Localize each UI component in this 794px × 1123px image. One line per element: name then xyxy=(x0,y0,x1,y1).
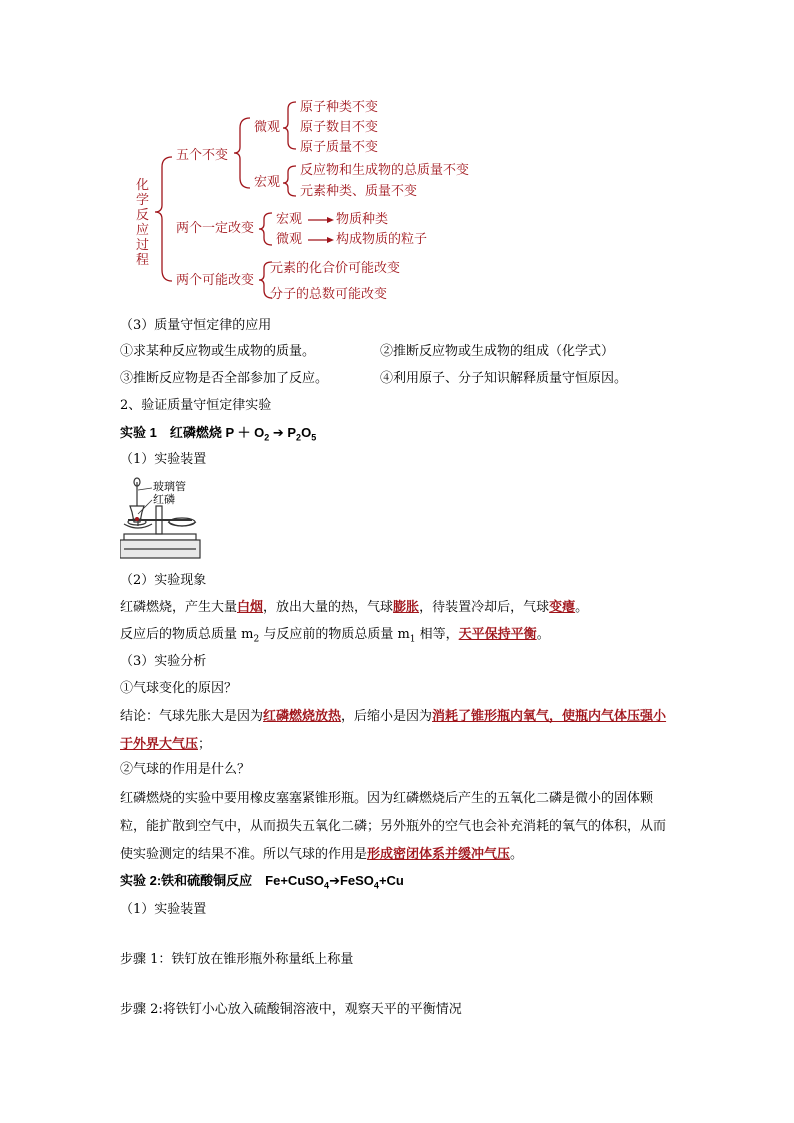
subscript: 4 xyxy=(324,880,330,891)
subscript: 2 xyxy=(296,432,302,443)
answer-text: 天平保持平衡 xyxy=(458,627,537,642)
root-char: 反 xyxy=(136,208,150,223)
text: ； xyxy=(198,737,212,752)
red-phosphorus-label: 红磷 xyxy=(153,494,175,506)
question-2: ②气球的作用是什么？ xyxy=(120,762,251,777)
phenomenon-heading: （2）实验现象 xyxy=(120,573,207,588)
glass-tube-label: 玻璃管 xyxy=(153,481,186,493)
conclusion-paragraph xyxy=(120,703,672,759)
root-char: 学 xyxy=(136,193,150,208)
macro-item: 反应物和生成物的总质量不变 xyxy=(300,163,470,178)
micro-label: 微观 xyxy=(254,120,281,135)
title-text: +Cu xyxy=(378,873,404,888)
two-change-macro-item: 物质种类 xyxy=(336,212,389,227)
title-text: 实验 2:铁和硫酸铜反应 Fe+CuSO xyxy=(120,873,325,888)
five-unchanged-label: 五个不变 xyxy=(176,148,229,163)
text: 。 xyxy=(510,847,524,862)
answer-text: 白烟 xyxy=(237,600,264,615)
experiment1-title xyxy=(120,425,316,446)
text: 与反应前的物质总质量 m xyxy=(259,627,410,642)
application-item: ④利用原子、分子知识解释质量守恒原因。 xyxy=(380,371,628,386)
text: 反应后的物质总质量 m xyxy=(120,627,254,642)
answer-text: 消耗了锥形瓶内氧气，使瓶内气体压强小于外界大气压 xyxy=(120,709,667,752)
micro-item: 原子质量不变 xyxy=(300,140,379,155)
subscript: 5 xyxy=(311,432,317,443)
micro-item: 原子数目不变 xyxy=(300,120,379,135)
application-item: ②推断反应物或生成物的组成（化学式） xyxy=(380,344,615,359)
phenomenon-line-1 xyxy=(120,600,588,616)
text: ，后缩小是因为 xyxy=(341,709,433,724)
title-text: ➔FeSO xyxy=(329,873,374,888)
macro-item: 元素种类、质量不变 xyxy=(300,184,418,199)
application-item: ①求某种反应物或生成物的质量。 xyxy=(120,344,316,359)
maybe-item: 元素的化合价可能改变 xyxy=(270,261,401,276)
arrow-head-icon xyxy=(327,217,334,223)
text: ，待装置冷却后，气球 xyxy=(419,600,550,615)
answer-text: 变瘪 xyxy=(549,600,576,615)
text: 。 xyxy=(575,600,589,615)
answer-text: 红磷燃烧放热 xyxy=(263,709,342,724)
root-char: 程 xyxy=(136,253,150,268)
subscript: 4 xyxy=(373,880,379,891)
question-1: ①气球变化的原因？ xyxy=(120,681,238,696)
micro-item: 原子种类不变 xyxy=(300,100,379,115)
root-char: 应 xyxy=(136,223,150,238)
maybe-item: 分子的总数可能改变 xyxy=(270,287,388,302)
application-item: ③推断反应物是否全部参加了反应。 xyxy=(120,371,329,386)
answer-text: 膨胀 xyxy=(393,600,420,615)
reason-paragraph xyxy=(120,785,672,869)
device-heading: （1）实验装置 xyxy=(120,452,207,467)
answer-text: 形成密闭体系并缓冲气压 xyxy=(367,847,511,862)
exp2-device-heading: （1）实验装置 xyxy=(120,902,207,917)
two-change-macro-label: 宏观 xyxy=(276,212,303,227)
analysis-heading: （3）实验分析 xyxy=(120,654,207,669)
two-change-micro-item: 构成物质的粒子 xyxy=(336,232,428,247)
text: 红磷燃烧，产生大量 xyxy=(120,600,238,615)
experiment2-title xyxy=(120,873,404,894)
subscript: 2 xyxy=(253,634,260,645)
root-label xyxy=(136,178,150,268)
two-change-label: 两个一定改变 xyxy=(176,221,255,236)
arrow-head-icon xyxy=(327,237,334,243)
text: 相等， xyxy=(415,627,459,642)
two-change-micro-label: 微观 xyxy=(276,232,303,247)
title-text: 实验 1 红磷燃烧 P ＋ O xyxy=(120,425,265,440)
text: ，放出大量的热，气球 xyxy=(263,600,394,615)
macro-label: 宏观 xyxy=(254,175,281,190)
two-maybe-label: 两个可能改变 xyxy=(176,273,255,288)
root-char: 化 xyxy=(136,178,150,193)
step-1: 步骤 1：铁钉放在锥形瓶外称量纸上称量 xyxy=(120,952,354,967)
root-char: 过 xyxy=(136,238,150,253)
text: 红磷燃烧的实验中要用橡皮塞塞紧锥形瓶。因为红磷燃烧后产生的五氧化二磷是微小的固体颗粒，能扩散到空气中，从而损失五氧化二磷；另外瓶外的空气也会补充消耗的氧气的体积，从而使实验测定的结果不准。所以气球的作用是 xyxy=(120,791,667,862)
title-text: O xyxy=(301,425,312,440)
step-2: 步骤 2:将铁钉小心放入硫酸铜溶液中，观察天平的平衡情况 xyxy=(120,1002,462,1017)
section-title: 2、验证质量守恒定律实验 xyxy=(120,398,272,413)
subscript: 1 xyxy=(409,634,416,645)
phenomenon-line-2 xyxy=(120,627,550,648)
text: 结论：气球先胀大是因为 xyxy=(120,709,264,724)
text: 。 xyxy=(536,627,550,642)
subscript: 2 xyxy=(264,432,270,443)
application-heading: （3）质量守恒定律的应用 xyxy=(120,318,272,333)
title-text: ➔ P xyxy=(269,425,297,440)
